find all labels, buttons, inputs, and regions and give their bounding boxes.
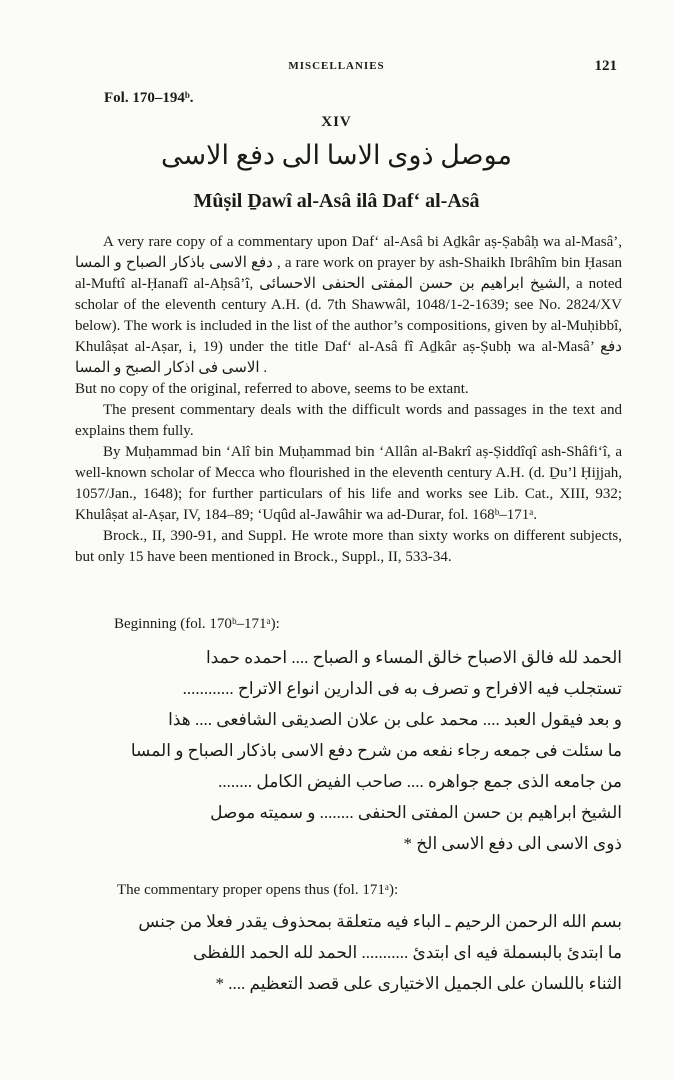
paragraph-description: A very rare copy of a commentary upon Daf‘ al-Asâ bi Aḏkâr aṣ-Ṣabâḥ wa al-Masâ’, دفع الاسى باذكار الصباح و المسا , a rare work on prayer by ash-Shaikh Ibrâhîm bin Ḥasan al-Muftî al-Ḥanafî al-Aḥsâ’î, الشيخ ابراهيم بن حسن المفتى الحنفى الاحسائى, a noted scholar of the eleventh century A.H. (d. 7th Shawwâl, 1048/1-2-1639; see No. 2824/XV below). The work is included in the list of the author’s compositions, given by al-Muḥibbî, Khulâṣat al-Aṣar, i, 19) under the title Daf‘ al-Asâ fî Aḏkâr aṣ-Ṣubḥ wa al-Masâ’ دفع الاسى فى اذكار الصبح و المسا . [75, 234, 623, 376]
beginning-line: ما سئلت فى جمعه رجاء نفعه من شرح دفع الاسى باذكار الصباح و المسا [130, 741, 622, 760]
paragraph-author: By Muḥammad bin ‘Alî bin Muḥammad bin ‘Allân al-Bakrî aṣ-Ṣiddîqî ash-Shâfi‘î, a well-known scholar of Mecca who flourished in the eleventh century A.H. (d. Ḏu’l Ḥijjah, 1057/Jan., 1648); for further particulars of his life and works see Lib. Cat., XIII, 932; Khulâṣat al-Aṣar, IV, 184–89; ‘Uqûd al-Jawâhir wa ad-Durar, fol. 168ᵇ–171ᵃ. [75, 444, 622, 523]
beginning-line: ذوى الاسى الى دفع الاسى الخ * [403, 834, 622, 853]
arabic-title: موصل ذوى الاسا الى دفع الاسى [160, 140, 513, 170]
beginning-text [75, 642, 622, 859]
beginning-line: و بعد فيقول العبد .... محمد على بن علان الصديقى الشافعى .... هذا [168, 710, 622, 729]
paragraph-commentary: The present commentary deals with the difficult words and passages in the text and explains them fully. [75, 402, 622, 439]
description-body [75, 232, 622, 568]
commentary-text [75, 906, 622, 999]
beginning-line: الشيخ ابراهيم بن حسن المفتى الحنفى ........ و سميته موصل [210, 803, 622, 822]
section-number: XIV [321, 114, 352, 130]
commentary-label: The commentary proper opens thus (fol. 171ᵃ): [117, 882, 399, 898]
running-title: MISCELLANIES [288, 60, 385, 72]
beginning-line: من جامعه الذى جمع جواهره .... صاحب الفيض الكامل ........ [218, 772, 622, 791]
commentary-line: بسم الله الرحمن الرحيم ـ الباء فيه متعلقة بمحذوف يقدر فعلا من جنس [138, 912, 622, 931]
commentary-line: الثناء باللسان على الجميل الاختيارى على قصد التعظيم .... * [215, 974, 622, 993]
paragraph-references: Brock., II, 390-91, and Suppl. He wrote more than sixty works on different subjects, but only 15 have been mentioned in Brock., Suppl., II, 533-34. [75, 528, 622, 565]
commentary-line: ما ابتدئ بالبسملة فيه اى ابتدئ ........... الحمد لله الحمد اللفظى [193, 943, 622, 962]
folio-reference: Fol. 170–194ᵇ. [104, 90, 194, 106]
work-title: Mûṣil Ḏawî al-Asâ ilâ Daf‘ al-Asâ [193, 190, 480, 212]
beginning-line: الحمد لله فالق الاصباح خالق المساء و الصباح .... احمده حمدا [206, 648, 622, 667]
paragraph-extant: But no copy of the original, referred to above, seems to be extant. [75, 381, 469, 397]
page-number: 121 [594, 58, 617, 74]
beginning-label: Beginning (fol. 170ᵇ–171ᵃ): [114, 616, 280, 632]
running-head [0, 58, 673, 78]
beginning-line: تستجلب فيه الافراح و تصرف به فى الدارين انواع الاتراح ............ [182, 679, 622, 698]
